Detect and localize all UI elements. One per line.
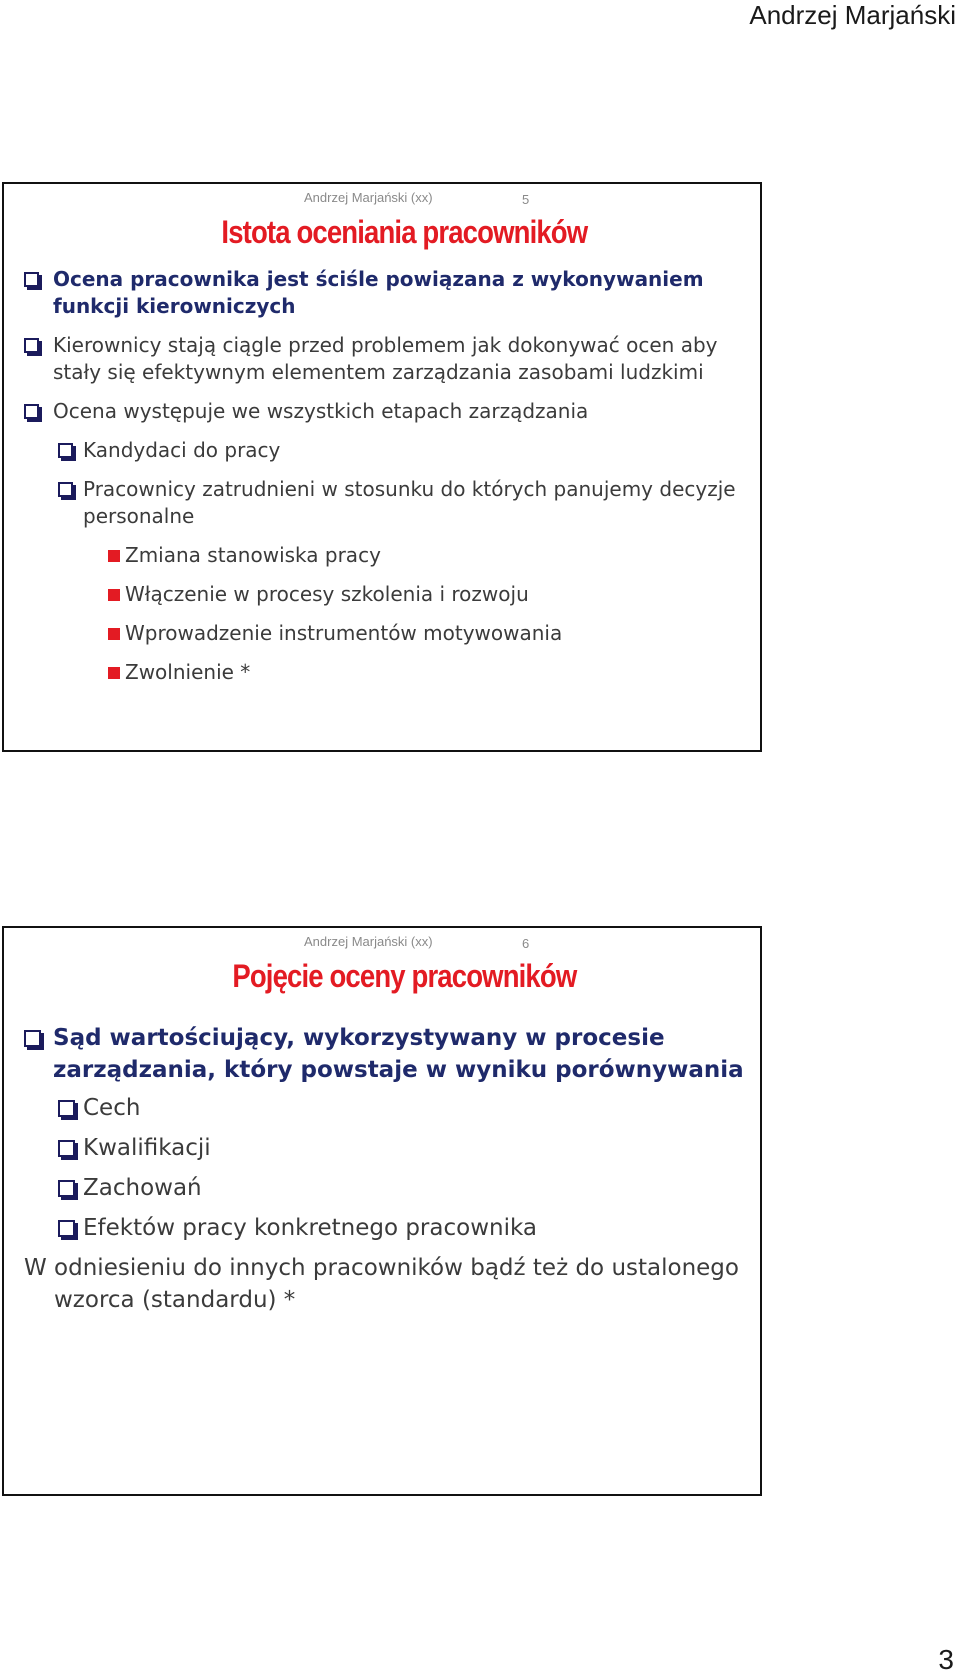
checkbox-bullet-icon [24,272,39,287]
list-item-text: Kierownicy stają ciągle przed problemem jak dokonywać ocen aby stały się efektywnym elementem zarządzania zasobami ludzkimi [53,333,718,384]
square-bullet-icon [108,589,120,601]
closing-paragraph [24,1252,750,1316]
list-item-text: Ocena pracownika jest ściśle powiązana z wykonywaniem funkcji kierowniczych [53,267,704,318]
list-item-text: Ocena występuje we wszystkich etapach zarządzania [53,399,589,423]
list-item-text: Cech [83,1095,141,1121]
list-item-text: Kandydaci do pracy [83,438,281,462]
list-item [58,1132,750,1164]
slide-6 [2,926,762,1496]
list-item [24,332,750,386]
list-item-text: Zachowań [83,1175,202,1201]
list-item-text: Efektów pracy konkretnego pracownika [83,1215,537,1241]
list-item [24,1022,750,1086]
list-item [108,581,750,608]
checkbox-bullet-icon [58,1140,75,1157]
checkbox-bullet-icon [58,443,73,458]
slide-footer: Andrzej Marjański (xx) [304,934,433,949]
list-item [58,1172,750,1204]
slide-number: 6 [522,936,530,951]
list-item [58,1092,750,1124]
list-item-text: Sąd wartościujący, wykorzystywany w procesie zarządzania, który powstaje w wyniku porównywania [53,1025,744,1083]
list-item-text: Włączenie w procesy szkolenia i rozwoju [125,582,529,606]
list-item-text: Kwalifikacji [83,1135,211,1161]
list-item [108,659,750,686]
bullet-list [24,1022,750,1324]
checkbox-bullet-icon [24,404,39,419]
square-bullet-icon [108,667,120,679]
list-item [108,542,750,569]
list-item-text: Zwolnienie * [125,660,251,684]
checkbox-bullet-icon [24,338,39,353]
slide-5 [2,182,762,752]
list-item-text: Pracownicy zatrudnieni w stosunku do których panujemy decyzje personalne [83,477,736,528]
checkbox-bullet-icon [58,1180,75,1197]
square-bullet-icon [108,550,120,562]
slide-title: Pojęcie oceny pracowników [232,958,577,994]
checkbox-bullet-icon [24,1030,41,1047]
list-item-text: Wprowadzenie instrumentów motywowania [125,621,563,645]
slide-footer: Andrzej Marjański (xx) [304,190,433,205]
list-item [58,476,750,530]
square-bullet-icon [108,628,120,640]
list-item [24,266,750,320]
closing-text: W odniesieniu do innych pracowników bądź też do ustalonego wzorca (standardu) * [24,1255,739,1313]
bullet-list [24,266,750,698]
slide-title: Istota oceniania pracowników [221,214,588,250]
checkbox-bullet-icon [58,482,73,497]
checkbox-bullet-icon [58,1220,75,1237]
list-item [24,398,750,425]
list-item [58,437,750,464]
list-item [108,620,750,647]
document-author-header: Andrzej Marjański [749,0,956,30]
list-item-text: Zmiana stanowiska pracy [125,543,381,567]
slide-number: 5 [522,192,530,207]
checkbox-bullet-icon [58,1100,75,1117]
list-item [58,1212,750,1244]
page-number: 3 [938,1644,954,1675]
